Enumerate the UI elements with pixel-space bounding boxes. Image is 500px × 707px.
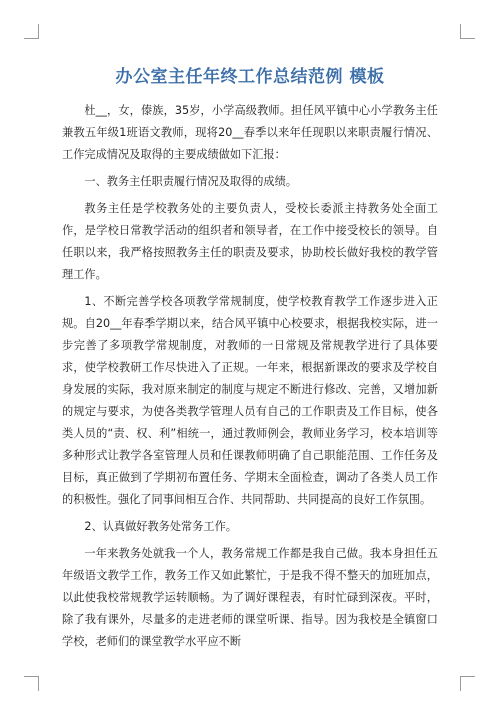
- corner-mark-top-right: [460, 24, 475, 39]
- paragraph-intro: 杜__，女，傣族，35岁，小学高级教师。担任风平镇中心小学教务主任兼教五年级1班语文教师，现将20__春季以来年任现职以来职责履行情况、工作完成情况及取得的主要成绩做如下汇报：: [62, 104, 438, 161]
- corner-mark-top-left: [24, 24, 39, 39]
- document-body: [62, 100, 438, 658]
- paragraph-role: 教务主任是学校教务处的主要负责人，受校长委派主持教务处全面工作，是学校日常教学活动的组织者和领导者，在工作中接受校长的领导。自任职以来，我严格按照教务主任的职责及要求，协助校长做好我校的教学管理工作。: [62, 202, 438, 281]
- corner-mark-bottom-left: [24, 676, 39, 691]
- paragraph-item-2-heading: 2、认真做好教务处常务工作。: [84, 520, 237, 533]
- paragraph-item-2-body: 一年来教务处就我一个人，教务常规工作都是我自己做。我本身担任五年级语文教学工作，教务工作又如此繁忙，于是我不得不整天的加班加点，以此使我校常规教学运转顺畅。为了调好课程表，有时忙碌到深夜。平时，除了我有课外，尽量多的走进老师的课堂听课、指导。因为我校是全镇窗口学校，老师们的课堂教学水平应不断: [62, 547, 438, 648]
- section-heading-1: 一、教务主任职责履行情况及取得的成绩。: [84, 175, 297, 188]
- paragraph-item-1: 1、不断完善学校各项教学常规制度，使学校教育教学工作逐步进入正规。自20__年春季学期以来，结合风平镇中心校要求，根据我校实际，进一步完善了多项教学常规制度，对教师的一日常规及常规教学进行了具体要求，使学校教研工作尽快进入了正规。一年来，根据新课改的要求及学校自身发展的实际，我对原来制定的制度与规定不断进行修改、完善，又增加新的规定与要求，为使各类教学管理人员有自己的工作职责及工作目标，使各类人员的“责、权、利”相统一，通过教师例会，教师业务学习，校本培训等多种形式让教学各室管理人员和任课教师明确了自己职能范围、工作任务及目标，真正做到了学期初布置任务、学期末全面检查，调动了各类人员工作的积极性。强化了同事间相互合作、共同帮助、共同提高的良好工作氛围。: [62, 295, 438, 506]
- document-title: 办公室主任年终工作总结范例 模板: [115, 67, 385, 87]
- corner-mark-bottom-right: [460, 676, 475, 691]
